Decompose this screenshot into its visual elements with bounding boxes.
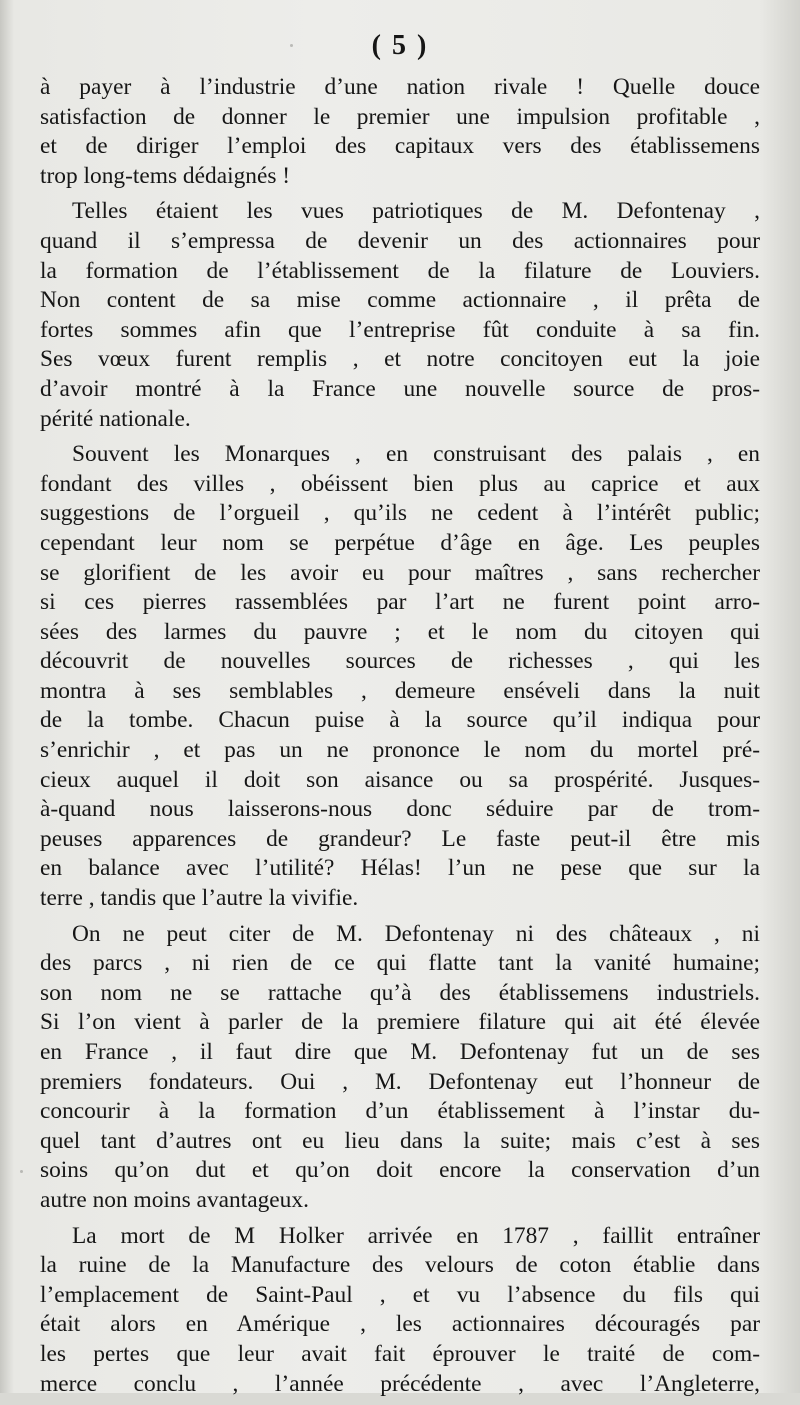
text-line: trop long-tems dédaignés !: [40, 162, 291, 189]
text-line: et de diriger l’emploi des capitaux vers des établissemens: [40, 133, 760, 160]
text-line: Non content de sa mise comme actionnaire , il prêta de: [40, 287, 760, 314]
paragraph-2: [40, 197, 760, 434]
text-line: en balance avec l’utilité? Hélas! l’un ne pese que sur la: [40, 855, 760, 882]
text-line: en France , il faut dire que M. Defontenay fut un de ses: [40, 1039, 760, 1065]
paragraph-4: [40, 920, 760, 1216]
text-line: terre , tandis que l’autre la vivifie.: [40, 885, 359, 912]
text-line: concourir à la formation d’un établissement à l’instar du-: [40, 1098, 760, 1125]
text-line: sées des larmes du pauvre ; et le nom du citoyen qui: [40, 618, 760, 645]
paragraph-3: [40, 440, 760, 914]
text-line: cependant leur nom se perpétue d’âge en âge. Les peuples: [40, 529, 760, 556]
text-line: des parcs , ni rien de ce qui flatte tant la vanité humaine;: [40, 950, 760, 977]
text-line: de la tombe. Chacun puise à la source qu’il indiqua pour: [40, 707, 760, 734]
text-line: quand il s’empressa de devenir un des actionnaires pour: [40, 227, 760, 254]
text-line: fondant des villes , obéissent bien plus au caprice et aux: [40, 470, 760, 497]
text-line: les pertes que leur avait fait éprouver le traité de com-: [40, 1340, 760, 1367]
text-line: Telles étaient les vues patriotiques de M. Defontenay ,: [72, 198, 760, 225]
text-line: s’enrichir , et pas un ne prononce le nom du mortel pré-: [40, 737, 760, 764]
text-line: peuses apparences de grandeur? Le faste peut-il être mis: [40, 825, 760, 852]
text-line: Ses vœux furent remplis , et notre concitoyen eut la joie: [40, 346, 760, 373]
text-line: On ne peut citer de M. Defontenay ni des châteaux , ni: [72, 920, 760, 947]
text-line: à-quand nous laisserons-nous donc séduire par de trom-: [40, 796, 760, 823]
paragraph-5: [40, 1222, 760, 1400]
text-line: était alors en Amérique , les actionnaires découragés par: [40, 1311, 760, 1338]
text-line: merce conclu , l’année précédente , avec l’Angleterre,: [40, 1370, 760, 1397]
text-line: d’avoir montré à la France une nouvelle source de pros-: [40, 375, 760, 402]
text-line: l’emplacement de Saint-Paul , et vu l’absence du fils qui: [40, 1281, 760, 1308]
text-line: se glorifient de les avoir eu pour maîtres , sans rechercher: [40, 559, 760, 586]
text-line: suggestions de l’orgueil , qu’ils ne cedent à l’intérêt public;: [40, 500, 760, 527]
text-line: La mort de M Holker arrivée en 1787 , faillit entraîner: [72, 1222, 760, 1249]
text-line: autre non moins avantageux.: [40, 1186, 309, 1213]
scan-speck: [20, 1170, 23, 1173]
text-line: Si l’on vient à parler de la premiere filature qui ait été élevée: [40, 1009, 760, 1036]
text-line: son nom ne se rattache qu’à des établissemens industriels.: [40, 979, 760, 1006]
text-line: fortes sommes afin que l’entreprise fût conduite à sa fin.: [40, 316, 760, 343]
text-line: Souvent les Monarques , en construisant des palais , en: [72, 441, 760, 468]
text-line: satisfaction de donner le premier une impulsion profitable ,: [40, 103, 760, 130]
text-line: montra à ses semblables , demeure enséveli dans la nuit: [40, 677, 760, 704]
text-line: quel tant d’autres ont eu lieu dans la suite; mais c’est à ses: [40, 1127, 760, 1154]
page-number: ( 5 ): [371, 30, 429, 61]
text-line: cieux auquel il doit son aisance ou sa prospérité. Jusques-: [40, 766, 760, 793]
paragraph-1: [40, 73, 760, 191]
text-line: périté nationale.: [40, 405, 191, 432]
scan-speck: [290, 44, 293, 47]
text-line: la formation de l’établissement de la filature de Louviers.: [40, 257, 760, 284]
text-line: à payer à l’industrie d’une nation rivale ! Quelle douce: [40, 74, 760, 100]
text-line: la ruine de la Manufacture des velours de coton établie dans: [40, 1252, 760, 1279]
text-line: si ces pierres rassemblées par l’art ne furent point arro-: [40, 589, 760, 616]
text-line: premiers fondateurs. Oui , M. Defontenay eut l’honneur de: [40, 1068, 760, 1095]
text-line: soins qu’on dut et qu’on doit encore la conservation d’un: [40, 1157, 760, 1184]
text-line: découvrit de nouvelles sources de richesses , qui les: [40, 648, 760, 675]
body-text: [40, 73, 760, 1405]
